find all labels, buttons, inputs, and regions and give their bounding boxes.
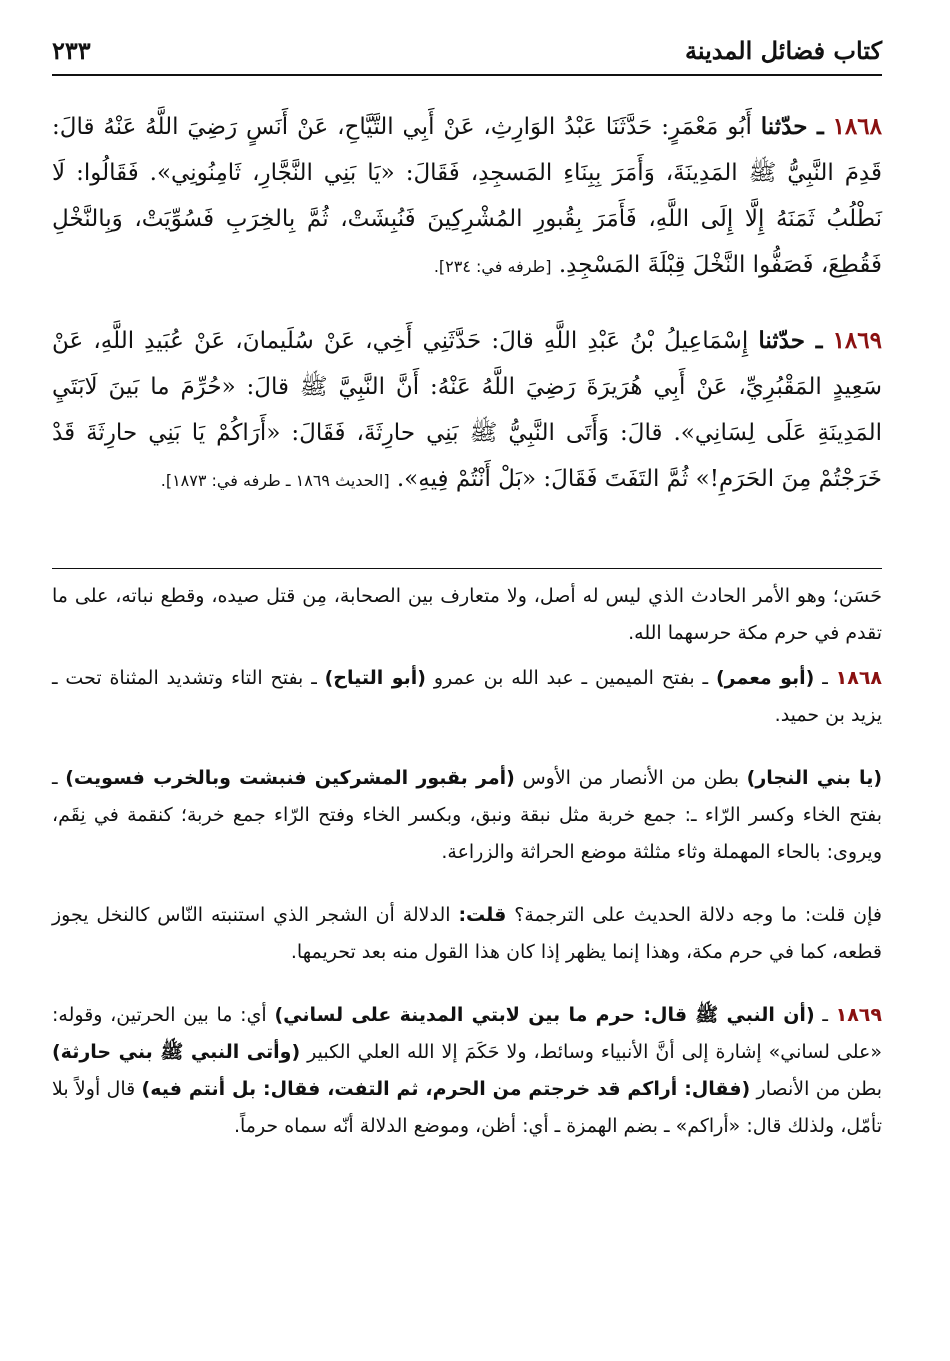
commentary-paragraph-3: (يا بني النجار) بطن من الأنصار من الأوس (أمر بقبور المشركين فنبشت وبالخرب فسويت) ـ بفتح الخاء وكسر الرّاء ـ: جمع خربة مثل نبقة ونبق، وبكسر الخاء وفتح الرّاء جمع خربة؛ كنقمة في نِقَم، ويروى: بالحاء المهملة وثاء مثلثة موضع الحراثة والزراعة. (52, 767, 883, 863)
commentary-paragraph-5: ١٨٦٩ ـ (أن النبي ﷺ قال: حرم ما بين لابتي المدينة على لساني) أي: ما بين الحرتين، وقوله: «على لساني» إشارة إلى أنَّ الأنبياء وسائط، ولا حَكَمَ إلا الله العلي الكبير (وأتى النبي ﷺ بني حارثة) بطن من الأنصار (فقال: أراكم قد خرجتم من الحرم، ثم التفت، فقال: بل أنتم فيه) قال أولاً بلا تأمّل، ولذلك قال: «أراكم» ـ بضم الهمزة ـ أي: أظن، وموضع الدلالة أنّه سماه حرماً. (52, 1004, 883, 1137)
hadith-number: ١٨٦٨ (832, 113, 882, 140)
commentary-paragraph-4: فإن قلت: ما وجه دلالة الحديث على الترجمة؟ قلت: الدلالة أن الشجر الذي استنبته النّاس كالنخل يجوز قطعه، كما في حرم مكة، وهذا إنما يظهر إذا كان هذا القول منه بعد تحريمها. (52, 904, 883, 963)
hadith-reference: [الحديث ١٨٦٩ ـ طرفه في: ١٨٧٣]. (160, 471, 390, 490)
hadith-1868 (52, 104, 882, 290)
hadith-text: إِسْمَاعِيلُ بْنُ عَبْدِ اللَّهِ قالَ: حَدَّثَنِي أَخِي، عَنْ سُلَيمانَ، عَنْ عُبَيدِ اللَّهِ، عَنْ سَعِيدٍ المَقْبُرِيِّ، عَنْ أَبِي هُرَيرَةَ رَضِيَ اللَّهُ عَنْهُ: أَنَّ النَّبِيَّ ﷺ قالَ: «حُرِّمَ ما بَينَ لَابَتَيِ المَدِينَةِ عَلَى لِسَانِي». قالَ: وَأَتَى النَّبِيُّ ﷺ بَنِي حارِثَةَ، فَقَالَ: «أَرَاكُمْ يَا بَنِي حارِثَةَ قَدْ خَرَجْتُمْ مِنَ الحَرَمِ!» ثُمَّ التَفَتَ فَقَالَ: «بَلْ أَنْتُمْ فِيهِ». (52, 328, 882, 492)
commentary-section (52, 578, 882, 1145)
hadith-number: ١٨٦٩ (832, 327, 882, 354)
hadith-text: أَبُو مَعْمَرٍ: حَدَّثَنَا عَبْدُ الوَارِثِ، عَنْ أَبِي التَّيَّاحِ، عَنْ أَنَسٍ رَضِيَ اللَّهُ عَنْهُ قالَ: قَدِمَ النَّبِيُّ ﷺ المَدِينَةَ، وَأَمَرَ بِبِنَاءِ المَسجِدِ، فَقَالَ: «يَا بَنِي النَّجَّارِ، ثَامِنُونِي». فَقَالُوا: لَا نَطْلُبُ ثَمَنَهُ إِلَّا إِلَى اللَّهِ، فَأَمَرَ بِقُبورِ المُشْرِكِينَ فَنُبِشَتْ، ثُمَّ بِالخِرَبِ فَسُوِّيَتْ، وَبِالنَّخْلِ فَقُطِعَ، فَصَفُّوا النَّخْلَ قِبْلَةَ المَسْجِدِ. (52, 114, 883, 278)
footnote-divider (52, 568, 882, 569)
book-title: كتاب فضائل المدينة (685, 36, 882, 65)
hadith-reference: [طرفه في: ٢٣٤]. (433, 257, 552, 276)
commentary-paragraph-1: حَسَن؛ وهو الأمر الحادث الذي ليس له أصل، ولا متعارف بين الصحابة، مِن قتل صيده، وقطع نباته، على ما تقدم في حرم مكة حرسهما الله. (52, 585, 882, 644)
commentary-paragraph-2: ١٨٦٨ ـ (أبو معمر) ـ بفتح الميمين ـ عبد الله بن عمرو (أبو التياح) ـ بفتح التاء وتشديد المثناة تحت ـ يزيد بن حميد. (52, 667, 883, 726)
page-header (52, 34, 882, 76)
hadith-lead: ـ حدّثنا (758, 327, 823, 354)
hadith-lead: ـ حدّثنا (760, 113, 824, 140)
page-number: ٢٣٣ (52, 36, 91, 65)
hadith-1869 (52, 318, 882, 504)
